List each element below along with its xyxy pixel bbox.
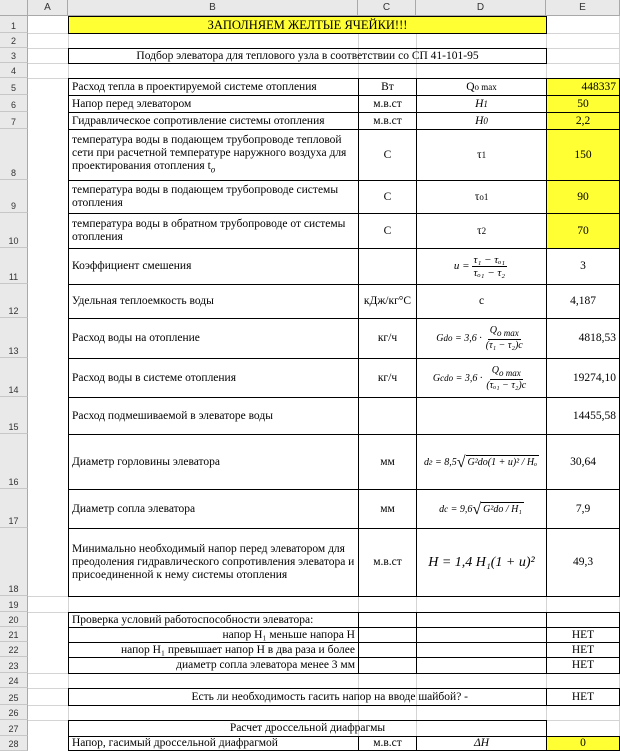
row-header[interactable]: 10 bbox=[0, 213, 28, 248]
row-header[interactable]: 7 bbox=[0, 112, 28, 129]
symbol-subscript: 2 bbox=[481, 225, 487, 236]
heating-flow-formula-cell[interactable] bbox=[416, 318, 547, 359]
row-header[interactable]: 20 bbox=[0, 612, 28, 627]
check-title-cell[interactable]: Проверка условий работоспособности элеватора: bbox=[68, 612, 359, 628]
unit-cell[interactable] bbox=[358, 248, 417, 285]
row-header[interactable]: 25 bbox=[0, 688, 28, 705]
formula-lhs-subscript: c bbox=[444, 503, 449, 514]
symbol-subscript: 1 bbox=[481, 149, 487, 160]
label-cell[interactable]: Расход воды в системе отопления bbox=[68, 358, 359, 398]
formula-lhs-subscript: do bbox=[444, 372, 454, 383]
row-header[interactable]: 2 bbox=[0, 33, 28, 48]
unit-cell[interactable]: м.в.ст bbox=[358, 528, 417, 597]
symbol-text: τ bbox=[474, 190, 480, 203]
row-header[interactable]: 14 bbox=[0, 358, 28, 397]
symbol-subscript: o1 bbox=[479, 191, 489, 202]
formula-denominator: τₒ₁ − τ₂ bbox=[473, 267, 506, 279]
empty-cell[interactable] bbox=[416, 612, 547, 628]
input-value-cell[interactable]: 90 bbox=[546, 180, 620, 214]
value-cell[interactable]: 3 bbox=[546, 248, 620, 285]
symbol-text: τ bbox=[476, 148, 482, 161]
symbol-text: H bbox=[475, 97, 484, 110]
formula-lhs: G bbox=[432, 372, 441, 384]
unit-cell[interactable]: м.в.ст bbox=[358, 95, 417, 113]
formula-numerator: τ₁ − τₒ₁ bbox=[473, 254, 506, 266]
formula-lhs: u = bbox=[453, 260, 470, 272]
formula-equals: = 3,6 · bbox=[455, 333, 482, 344]
formula-radicand: G²do / H₁ bbox=[483, 504, 522, 515]
formula-fraction bbox=[484, 325, 525, 352]
unit-cell[interactable]: С bbox=[358, 213, 417, 249]
column-header-e[interactable]: E bbox=[546, 0, 620, 16]
symbol-cell[interactable] bbox=[416, 112, 547, 130]
input-value-cell[interactable]: 150 bbox=[546, 129, 620, 181]
formula-numerator-subscript: o max bbox=[498, 367, 521, 378]
label-cell[interactable]: Удельная теплоемкость воды bbox=[68, 284, 359, 319]
row-header[interactable]: 6 bbox=[0, 95, 28, 112]
check-result-cell[interactable]: НЕТ bbox=[546, 657, 620, 674]
formula-lhs-subscript: г bbox=[428, 456, 433, 467]
empty-cell[interactable] bbox=[358, 657, 417, 674]
system-flow-formula-cell[interactable] bbox=[416, 358, 547, 398]
formula-equals: = 9,6 bbox=[450, 503, 473, 515]
throttle-answer-cell[interactable]: НЕТ bbox=[546, 688, 620, 706]
symbol-text: Q bbox=[466, 80, 475, 93]
formula-numerator-subscript: o max bbox=[496, 328, 519, 338]
label-text: температура воды в подающем трубопроводе тепловой сети при расчетной температуре наружного воздуха для проектирования отопления t bbox=[72, 133, 347, 172]
formula-denominator: (τ₁ − τ₂)c bbox=[485, 340, 523, 351]
row-header[interactable]: 28 bbox=[0, 736, 28, 751]
label-cell[interactable] bbox=[68, 129, 359, 181]
check-label-cell[interactable]: напор H₁ меньше напора H bbox=[68, 627, 359, 643]
input-value-cell[interactable]: 70 bbox=[546, 213, 620, 249]
symbol-text: τ bbox=[476, 224, 482, 237]
value-cell[interactable]: 14455,58 bbox=[546, 397, 620, 435]
value-cell[interactable]: 4818,53 bbox=[546, 318, 620, 359]
formula-fraction bbox=[472, 254, 508, 279]
value-cell[interactable]: 49,3 bbox=[546, 528, 620, 597]
row-header[interactable]: 12 bbox=[0, 284, 28, 318]
check-result-cell[interactable]: НЕТ bbox=[546, 642, 620, 658]
input-value-cell[interactable]: 50 bbox=[546, 95, 620, 113]
nozzle-diameter-formula-cell[interactable] bbox=[416, 489, 547, 529]
row-header[interactable]: 16 bbox=[0, 434, 28, 489]
formula-numerator: Q bbox=[491, 364, 499, 376]
banner-cell[interactable]: ЗАПОЛНЯЕМ ЖЕЛТЫЕ ЯЧЕЙКИ!!! bbox=[68, 16, 547, 34]
column-header-b[interactable]: B bbox=[68, 0, 358, 16]
formula-radicand: G²do(1 + u)² / Hₒ bbox=[467, 457, 538, 468]
unit-cell[interactable]: кг/ч bbox=[358, 358, 417, 398]
formula-lhs-superscript: c bbox=[440, 372, 445, 383]
row-header[interactable]: 17 bbox=[0, 489, 28, 528]
formula-fraction bbox=[484, 365, 528, 392]
label-cell[interactable]: Напор, гасимый дроссельной диафрагмой bbox=[68, 736, 359, 751]
label-cell[interactable]: температура воды в подающем трубопроводе системы отопления bbox=[68, 180, 359, 214]
empty-cell[interactable] bbox=[416, 627, 547, 643]
row-header[interactable]: 9 bbox=[0, 180, 28, 213]
row-header[interactable]: 19 bbox=[0, 596, 28, 612]
column-header-a[interactable]: A bbox=[28, 0, 68, 16]
symbol-cell[interactable] bbox=[416, 213, 547, 249]
symbol-cell[interactable] bbox=[416, 95, 547, 113]
column-header-d[interactable]: D bbox=[416, 0, 546, 16]
label-cell[interactable]: температура воды в обратном трубопроводе от системы отопления bbox=[68, 213, 359, 249]
row-header[interactable]: 27 bbox=[0, 720, 28, 736]
unit-cell[interactable]: Вт bbox=[358, 78, 417, 96]
symbol-cell[interactable] bbox=[416, 129, 547, 181]
row-header[interactable]: 26 bbox=[0, 705, 28, 720]
formula-lhs: d bbox=[439, 503, 445, 515]
formula-equals: = 8,5 bbox=[435, 456, 457, 468]
formula-equals: = 3,6 · bbox=[455, 372, 483, 384]
unit-cell[interactable]: м.в.ст bbox=[358, 112, 417, 130]
symbol-text: H bbox=[475, 114, 484, 127]
root-sign-icon: √ bbox=[456, 453, 466, 471]
subtitle-cell[interactable]: Подбор элеватора для теплового узла в соответствии со СП 41-101-95 bbox=[68, 48, 547, 64]
input-value-cell[interactable]: 448337 bbox=[546, 78, 620, 96]
label-cell[interactable]: Диаметр горловины элеватора bbox=[68, 434, 359, 490]
empty-cell[interactable] bbox=[358, 612, 417, 628]
row-header[interactable]: 3 bbox=[0, 48, 28, 63]
row-header[interactable]: 24 bbox=[0, 673, 28, 688]
symbol-cell[interactable]: c bbox=[416, 284, 547, 319]
row-header[interactable]: 15 bbox=[0, 397, 28, 434]
value-cell[interactable]: 4,187 bbox=[546, 284, 620, 319]
label-cell[interactable]: Расход тепла в проектируемой системе отопления bbox=[68, 78, 359, 96]
symbol-cell[interactable]: ΔH bbox=[416, 736, 547, 751]
symbol-cell[interactable] bbox=[416, 180, 547, 214]
unit-cell[interactable]: м.в.ст bbox=[358, 736, 417, 751]
select-all-corner[interactable] bbox=[0, 0, 28, 16]
min-head-formula-cell[interactable]: H = 1,4 H₁(1 + u)² bbox=[416, 528, 547, 597]
formula-lhs: d bbox=[423, 456, 429, 468]
formula-lhs: G bbox=[436, 333, 444, 344]
row-header[interactable]: 8 bbox=[0, 129, 28, 180]
throttle-question-cell[interactable]: Есть ли необходимость гасить напор на вводе шайбой? - bbox=[68, 688, 547, 706]
unit-cell[interactable]: кг/ч bbox=[358, 318, 417, 359]
row-header[interactable]: 1 bbox=[0, 16, 28, 33]
row-header[interactable]: 11 bbox=[0, 248, 28, 284]
formula-numerator: Q bbox=[489, 325, 497, 336]
row-header[interactable]: 4 bbox=[0, 63, 28, 78]
unit-cell[interactable]: мм bbox=[358, 489, 417, 529]
empty-cell[interactable] bbox=[358, 627, 417, 643]
unit-cell[interactable]: кДж/кг°С bbox=[358, 284, 417, 319]
symbol-cell[interactable] bbox=[416, 78, 547, 96]
throttle-title-cell[interactable]: Расчет дроссельной диафрагмы bbox=[68, 720, 547, 737]
unit-cell[interactable]: мм bbox=[358, 434, 417, 490]
row-header[interactable]: 23 bbox=[0, 657, 28, 673]
symbol-subscript: о max bbox=[474, 81, 497, 92]
value-cell[interactable]: 19274,10 bbox=[546, 358, 620, 398]
formula-denominator: (τₒ₁ − τ₂)c bbox=[486, 379, 527, 391]
label-cell[interactable]: Напор перед элеватором bbox=[68, 95, 359, 113]
formula-cell[interactable] bbox=[416, 397, 547, 435]
check-result-cell[interactable]: НЕТ bbox=[546, 627, 620, 643]
empty-cell[interactable] bbox=[416, 642, 547, 658]
label-cell[interactable]: Диаметр сопла элеватора bbox=[68, 489, 359, 529]
symbol-subscript: 0 bbox=[483, 115, 488, 126]
label-cell[interactable]: Гидравлическое сопротивление системы отопления bbox=[68, 112, 359, 130]
root-sign-icon: √ bbox=[472, 500, 482, 518]
check-label-cell[interactable]: напор H₁ превышает напор H в два раза и более bbox=[68, 642, 359, 658]
label-cell[interactable]: Расход подмешиваемой в элеваторе воды bbox=[68, 397, 359, 435]
row-header[interactable]: 21 bbox=[0, 627, 28, 642]
row-header[interactable]: 18 bbox=[0, 528, 28, 596]
unit-cell[interactable]: С bbox=[358, 180, 417, 214]
label-subscript: o bbox=[210, 164, 216, 175]
mixing-formula-cell[interactable] bbox=[416, 248, 547, 285]
value-cell[interactable]: 7,9 bbox=[546, 489, 620, 529]
unit-cell[interactable] bbox=[358, 397, 417, 435]
input-value-cell[interactable]: 0 bbox=[546, 736, 620, 751]
row-header[interactable]: 22 bbox=[0, 642, 28, 657]
formula-lhs-subscript: do bbox=[443, 333, 453, 343]
empty-cell[interactable] bbox=[358, 642, 417, 658]
empty-cell[interactable] bbox=[546, 612, 620, 628]
empty-cell[interactable] bbox=[416, 657, 547, 674]
label-cell[interactable]: Коэффициент смешения bbox=[68, 248, 359, 285]
unit-cell[interactable]: С bbox=[358, 129, 417, 181]
value-cell[interactable]: 30,64 bbox=[546, 434, 620, 490]
label-cell[interactable]: Минимально необходимый напор перед элеватором для преодоления гидравлического сопротивления элеватора и присоединенной к нему системы отопления bbox=[68, 528, 359, 597]
row-header[interactable]: 13 bbox=[0, 318, 28, 358]
input-value-cell[interactable]: 2,2 bbox=[546, 112, 620, 130]
column-header-c[interactable]: C bbox=[358, 0, 416, 16]
throat-diameter-formula-cell[interactable] bbox=[416, 434, 547, 490]
check-label-cell[interactable]: диаметр сопла элеватора менее 3 мм bbox=[68, 657, 359, 674]
row-header[interactable]: 5 bbox=[0, 78, 28, 95]
label-cell[interactable]: Расход воды на отопление bbox=[68, 318, 359, 359]
symbol-subscript: 1 bbox=[483, 98, 488, 109]
